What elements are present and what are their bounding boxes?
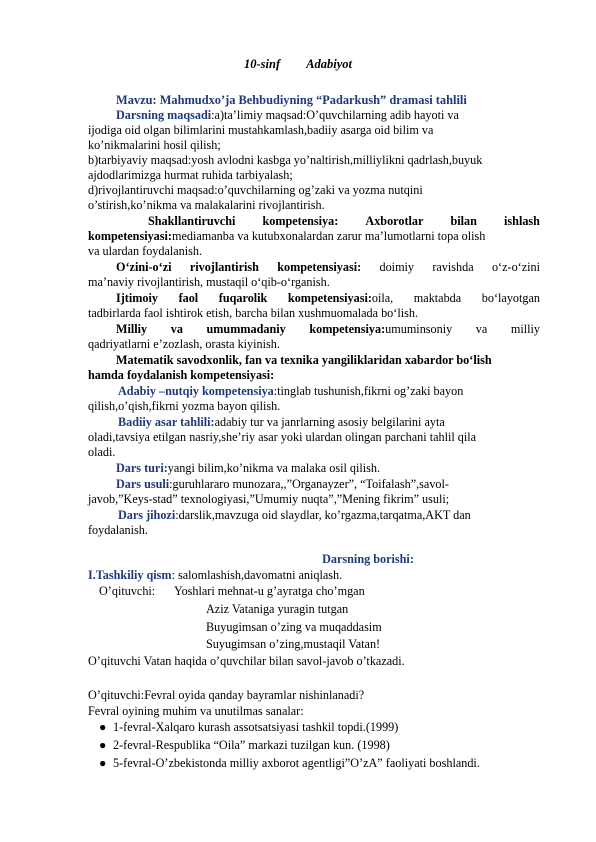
goals-line-7: o’stirish,ko’nikma va malakalarini rivojlantirish. [88,198,325,212]
bullet-icon: ● [99,738,107,752]
analysis-line-3: oladi. [88,445,116,459]
comp6-line-2: qilish,o’qish,fikrni yozma bayon qilish. [88,399,281,413]
goals-label: Darsning maqsadi [116,108,212,122]
analysis-line-2: oladi,tavsiya etilgan nasriy,she’riy asar yoki ulardan olingan parchani tahlil qila [88,430,477,444]
comp5-line-1: Matematik savodxonlik, fan va texnika yangiliklaridan xabardor bo‘lish [116,353,492,367]
lesson-type: Dars turi:yangi bilim,ko’nikma va malaka osil qilish. [116,461,381,475]
comp3-line-2: tadbirlarda faol ishtirok etish, barcha bilan xushmuomalada bo‘lish. [88,306,418,320]
goals-line-5: ajdodlarimizga hurmat ruhida tarbiyalash; [88,168,293,182]
list-item: ● 1-fevral-Xalqaro kurash assotsatsiyasi tashkil topdi.(1999) [99,720,399,734]
teacher-question: O’qituvchi:Fevral oyida qanday bayramlar nishinlanadi? [88,688,365,702]
method-line-1: Dars usuli:guruhlararo munozara,,”Organayzer”, “Toifalash”,savol- [116,477,449,491]
method-line-2: javob,”Keys-stad” texnologiyasi,”Umumiy nuqta”,”Mening fikrim” usuli; [88,492,450,506]
list-item: ● 2-fevral-Respublika “Oila” markazi tuzilgan kun. (1998) [99,738,390,752]
equipment-line-2: foydalanish. [88,523,148,537]
goals-line-3: ko’nikmalarini hosil qilish; [88,138,221,152]
poem-line-1: Yoshlari mehnat-u g’ayratga cho’mgan [174,584,365,598]
progress-title: Darsning borishi: [322,552,414,566]
goals-line-2: ijodiga oid olgan bilimlarini mustahkamlash,badiiy asarga oid bilim va [88,123,434,137]
poem-line-3: Buyugimsan o’zing va muqaddasim [206,620,382,634]
comp5-line-2: hamda foydalanish kompetensiyasi: [88,368,275,382]
bullet-icon: ● [99,756,107,770]
comp1-line-1: Shakllantiruvchi kompetensiya: Axborotlar bilan ishlash [148,214,540,228]
bullet-icon: ● [99,720,107,734]
poem-speaker: O’qituvchi: [99,584,156,598]
goals-line-1: Darsning maqsadi:a)ta’limiy maqsad:O’quvchilarning adib hayoti va [116,108,459,122]
poem-line-4: Suyugimsan o’zing,mustaqil Vatan! [206,637,381,651]
equipment-line-1: Dars jihozi:darslik,mavzuga oid slaydlar, ko’rgazma,tarqatma,AKT dan [118,508,471,522]
list-item: ● 5-fevral-O’zbekistonda milliy axborot agentligi”O’zA” faoliyati boshlandi. [99,756,480,770]
comp2-line-2: ma’naviy rivojlantirish, mustaqil o‘qib-o‘rganish. [88,275,330,289]
after-poem-text: O’qituvchi Vatan haqida o’quvchilar bilan savol-javob o’tkazadi. [88,654,405,668]
page-header [0,57,596,72]
lesson-topic: Mavzu: Mahmudxo’ja Behbudiyning “Padarkush” dramasi tahlili [116,93,467,107]
analysis-line-1: Badiiy asar tahlili:adabiy tur va janrlarning asosiy belgilarini ayta [118,415,445,429]
comp1-line-3: va ulardan foydalanish. [88,244,203,258]
subject-label: Adabiyot [306,57,352,71]
comp6-line-1: Adabiy –nutqiy kompetensiya:tinglab tushunish,fikrni og’zaki bayon [118,384,464,398]
dates-intro: Fevral oyining muhim va unutilmas sanalar: [88,704,304,718]
comp2-line-1: O‘zini-o‘zi rivojlantirish kompetensiyasi: doimiy ravishda o‘z-o‘zini [116,260,540,274]
comp4-line-1: Milliy va umummadaniy kompetensiya:umuminsoniy va milliy [116,322,540,336]
org-part: I.Tashkiliy qism: salomlashish,davomatni aniqlash. [88,568,343,582]
comp1-line-2: kompetensiyasi:mediamanba va kutubxonalardan zarur ma’lumotlarni topa olish [88,229,486,243]
poem-line-2: Aziz Vataniga yuragin tutgan [206,602,349,616]
comp3-line-1: Ijtimoiy faol fuqarolik kompetensiyasi:oila, maktabda bo‘layotgan [116,291,540,305]
goals-line-6: d)rivojlantiruvchi maqsad:o’quvchilarning og’zaki va yozma nutqini [88,183,423,197]
grade-label: 10-sinf [244,57,281,71]
goals-line-4: b)tarbiyaviy maqsad:yosh avlodni kasbga yo’naltirish,milliylikni qadrlash,buyuk [88,153,483,167]
comp4-line-2: qadriyatlarni e’zozlash, orasta kiyinish. [88,337,280,351]
